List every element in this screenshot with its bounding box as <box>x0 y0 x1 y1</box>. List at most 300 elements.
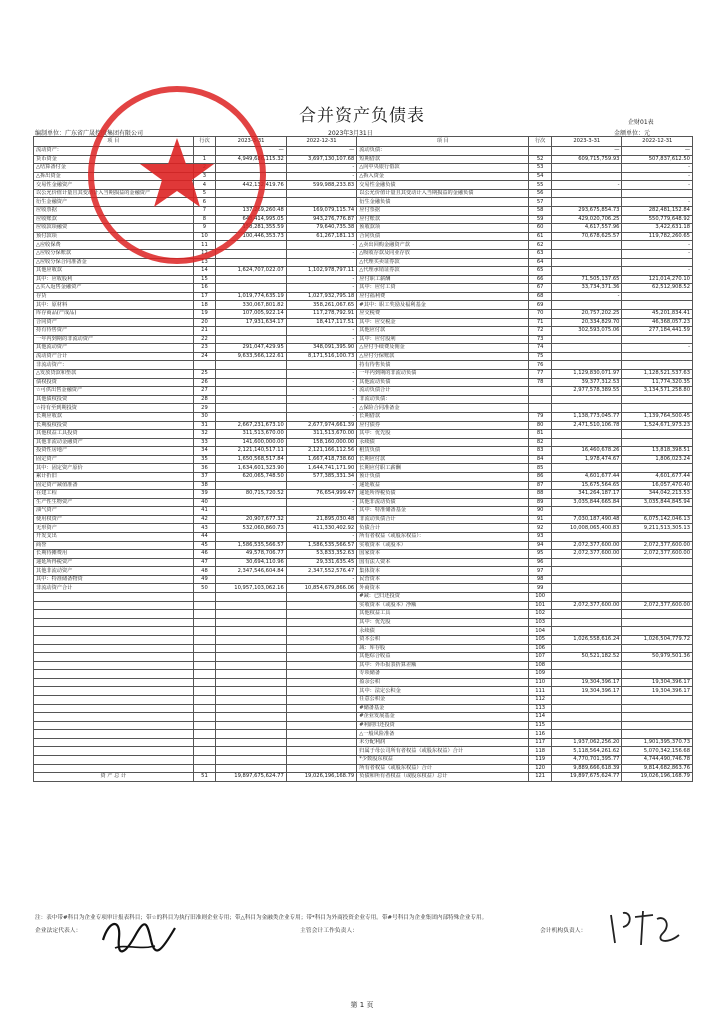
item-label: 应付债券 <box>357 421 529 430</box>
item-label: 开发支出 <box>34 533 194 542</box>
item-label: 应付账款 <box>357 215 529 224</box>
value-current: 330,067,801.82 <box>216 301 286 310</box>
asset-total-line: 51 <box>193 773 216 782</box>
value-current <box>552 464 622 473</box>
value-prior: 1,139,764,500.45 <box>622 412 693 421</box>
line-number: 73 <box>529 335 552 344</box>
value-prior: 4,744,490,746.78 <box>622 756 693 765</box>
value-current: 30,694,110.96 <box>216 558 286 567</box>
value-current: 2,347,546,604.84 <box>216 567 286 576</box>
table-row <box>34 318 693 327</box>
table-row <box>34 618 693 627</box>
item-label <box>34 704 194 713</box>
value-prior: 2,677,974,661.39 <box>286 421 356 430</box>
table-row <box>34 498 693 507</box>
table-row <box>34 687 693 696</box>
table-row <box>34 481 693 490</box>
table-row <box>34 447 693 456</box>
value-prior: 1,586,535,566.57 <box>286 541 356 550</box>
value-prior: 16,057,470.40 <box>622 481 693 490</box>
value-prior: 1,901,395,370.73 <box>622 738 693 747</box>
item-label: 衍生金融负债 <box>357 198 529 207</box>
table-row <box>34 610 693 619</box>
item-label: 长期借款 <box>357 412 529 421</box>
value-prior <box>622 438 693 447</box>
value-current: 4,770,701,395.77 <box>552 756 622 765</box>
item-label: 资本公积 <box>357 635 529 644</box>
value-prior: 1,027,932,795.18 <box>286 292 356 301</box>
value-prior <box>286 678 356 687</box>
line-number: 3 <box>193 172 216 181</box>
table-row <box>34 490 693 499</box>
value-current <box>216 335 286 344</box>
value-prior <box>286 661 356 670</box>
item-label <box>34 644 194 653</box>
line-number: 103 <box>529 618 552 627</box>
value-current <box>216 601 286 610</box>
column-header: 行次 <box>529 137 552 147</box>
value-current <box>552 301 622 310</box>
item-label: 归属于母公司所有者权益（或股东权益）合计 <box>357 747 529 756</box>
item-label: 其中：固定资产原价 <box>34 464 194 473</box>
value-current <box>552 584 622 593</box>
item-label: 其他权益工具投资 <box>34 430 194 439</box>
value-current: 302,593,075.06 <box>552 327 622 336</box>
item-label: 任意公积金 <box>357 696 529 705</box>
value-prior: 50,979,501.36 <box>622 653 693 662</box>
line-number: 107 <box>529 653 552 662</box>
line-number: 55 <box>529 181 552 190</box>
line-number: 14 <box>193 267 216 276</box>
line-number <box>529 404 552 413</box>
value-current <box>552 395 622 404</box>
value-current <box>216 404 286 413</box>
line-number: 41 <box>193 507 216 516</box>
line-number: 97 <box>529 567 552 576</box>
item-label: 其中：应收股利 <box>34 275 194 284</box>
line-number <box>193 730 216 739</box>
item-label: 预收款项 <box>357 224 529 233</box>
table-row <box>34 653 693 662</box>
item-label: △向中央银行借款 <box>357 164 529 173</box>
footnote: 注：表中带#科目为企业专项审计报表科目；带☆的科目为执行旧准则企业专用；带△科目为金融类企业专用；带*科目为外商投资企业专用。带#号科目为企业集团内部特殊企业专用。 <box>35 915 488 921</box>
item-label: 递延所得税资产 <box>34 558 194 567</box>
value-current <box>216 618 286 627</box>
line-number: 18 <box>193 301 216 310</box>
line-number: 32 <box>193 430 216 439</box>
line-number <box>193 601 216 610</box>
value-prior: - <box>622 172 693 181</box>
value-prior: 943,276,776.87 <box>286 215 356 224</box>
value-current <box>552 696 622 705</box>
line-number: 59 <box>529 215 552 224</box>
line-number <box>193 696 216 705</box>
line-number: 75 <box>529 352 552 361</box>
value-current: 50,521,182.52 <box>552 653 622 662</box>
value-current: 532,060,860.73 <box>216 524 286 533</box>
table-row <box>34 421 693 430</box>
value-prior: 18,417,117.51 <box>286 318 356 327</box>
value-current <box>216 507 286 516</box>
item-label: 预付款项 <box>34 232 194 241</box>
item-label: 其他流动负债 <box>357 378 529 387</box>
item-label: 长期应付职工薪酬 <box>357 464 529 473</box>
line-number: 62 <box>529 241 552 250</box>
value-current <box>216 713 286 722</box>
value-current <box>216 593 286 602</box>
value-prior <box>622 721 693 730</box>
item-label: 固定资产 <box>34 455 194 464</box>
line-number: 71 <box>529 318 552 327</box>
table-row <box>34 464 693 473</box>
value-prior <box>622 558 693 567</box>
line-number: 115 <box>529 721 552 730</box>
value-prior: - <box>286 275 356 284</box>
item-label: 持有待售负债 <box>357 361 529 370</box>
item-label: 非流动负债： <box>357 395 529 404</box>
legal-rep-label: 企业法定代表人： <box>35 928 82 934</box>
table-row <box>34 661 693 670</box>
item-label: 负债和所有者权益（或股东权益）总计 <box>357 773 529 782</box>
value-prior: 158,160,000.00 <box>286 438 356 447</box>
value-prior: 45,201,834.41 <box>622 309 693 318</box>
value-prior <box>622 584 693 593</box>
item-label: △买入返售金融资产 <box>34 284 194 293</box>
item-label: 应付职工薪酬 <box>357 275 529 284</box>
line-number: 29 <box>193 404 216 413</box>
item-label: 生产性生物资产 <box>34 498 194 507</box>
value-current: 1,586,535,566.57 <box>216 541 286 550</box>
value-current: 341,264,187.17 <box>552 490 622 499</box>
value-current <box>216 387 286 396</box>
value-current: 1,650,568,517.84 <box>216 455 286 464</box>
line-number: 4 <box>193 181 216 190</box>
line-number: 69 <box>529 301 552 310</box>
table-row <box>34 678 693 687</box>
value-prior: 46,368,057.23 <box>622 318 693 327</box>
item-label <box>34 653 194 662</box>
line-number: 25 <box>193 370 216 379</box>
value-prior <box>622 627 693 636</box>
value-current <box>552 670 622 679</box>
column-header: 项 目 <box>357 137 529 147</box>
value-prior: 21,895,030.48 <box>286 515 356 524</box>
value-current: 20,757,202.25 <box>552 309 622 318</box>
item-label <box>34 764 194 773</box>
table-row <box>34 335 693 344</box>
line-number: 66 <box>529 275 552 284</box>
value-prior: 53,833,352.63 <box>286 550 356 559</box>
line-number <box>529 395 552 404</box>
form-number: 企财01表 <box>628 119 654 126</box>
item-label: 流动负债合计 <box>357 387 529 396</box>
item-label: 油气资产 <box>34 507 194 516</box>
value-prior <box>286 704 356 713</box>
value-current: 4,601,677.44 <box>552 472 622 481</box>
value-prior <box>622 644 693 653</box>
value-prior <box>622 670 693 679</box>
item-label: 非流动资产合计 <box>34 584 194 593</box>
item-label: 长期应付款 <box>357 455 529 464</box>
line-number: 37 <box>193 472 216 481</box>
value-prior <box>286 721 356 730</box>
value-prior: 1,524,671,973.23 <box>622 421 693 430</box>
value-prior: 507,837,612.50 <box>622 155 693 164</box>
table-row <box>34 730 693 739</box>
value-prior <box>286 635 356 644</box>
table-row <box>34 301 693 310</box>
item-label <box>34 756 194 765</box>
value-current <box>552 533 622 542</box>
value-current: 49,578,706.77 <box>216 550 286 559</box>
value-current: 158,281,355.59 <box>216 224 286 233</box>
value-current: 10,957,103,062.16 <box>216 584 286 593</box>
value-current: 39,377,312.53 <box>552 378 622 387</box>
value-prior: - <box>622 267 693 276</box>
value-current <box>552 730 622 739</box>
line-number <box>193 627 216 636</box>
line-number: 63 <box>529 249 552 258</box>
line-number: 118 <box>529 747 552 756</box>
line-number: 8 <box>193 215 216 224</box>
value-prior: 9,814,682,863.76 <box>622 764 693 773</box>
table-row <box>34 593 693 602</box>
line-number: 48 <box>193 567 216 576</box>
table-row <box>34 567 693 576</box>
line-number: 27 <box>193 387 216 396</box>
value-prior <box>286 730 356 739</box>
value-prior: 117,278,792.91 <box>286 309 356 318</box>
value-prior <box>286 258 356 267</box>
value-current <box>216 481 286 490</box>
item-label: 应收账款 <box>34 215 194 224</box>
value-prior: - <box>622 241 693 250</box>
value-prior <box>622 713 693 722</box>
value-prior: 1,667,418,738.60 <box>286 455 356 464</box>
value-prior: - <box>286 533 356 542</box>
value-current <box>216 635 286 644</box>
table-row <box>34 696 693 705</box>
value-current: 9,889,666,618.39 <box>552 764 622 773</box>
item-label <box>34 627 194 636</box>
table-row <box>34 635 693 644</box>
item-label: 应付票据 <box>357 207 529 216</box>
item-label <box>34 747 194 756</box>
value-prior <box>286 627 356 636</box>
value-current <box>552 404 622 413</box>
value-current: 7,030,187,490.48 <box>552 515 622 524</box>
line-number: 67 <box>529 284 552 293</box>
value-prior: 5,070,342,156.68 <box>622 747 693 756</box>
item-label: △保险合同准备金 <box>357 404 529 413</box>
line-number: 102 <box>529 610 552 619</box>
line-number: 119 <box>529 756 552 765</box>
item-label: 应交税费 <box>357 309 529 318</box>
value-current <box>552 258 622 267</box>
item-label: △应收分保合同准备金 <box>34 258 194 267</box>
item-label <box>34 678 194 687</box>
item-label: 所有者权益（或股东权益）： <box>357 533 529 542</box>
item-label: △拆出资金 <box>34 172 194 181</box>
accounting-dept-head-label: 会计机构负责人： <box>540 928 587 934</box>
line-number <box>193 687 216 696</box>
item-label: 其他非流动负债 <box>357 498 529 507</box>
value-prior: - <box>286 575 356 584</box>
line-number: 33 <box>193 438 216 447</box>
value-prior: 13,818,398.51 <box>622 447 693 456</box>
value-current <box>216 498 286 507</box>
table-row <box>34 670 693 679</box>
line-number: 40 <box>193 498 216 507</box>
line-number: 38 <box>193 481 216 490</box>
line-number: 88 <box>529 490 552 499</box>
value-prior: 599,988,233.83 <box>286 181 356 190</box>
item-label <box>34 618 194 627</box>
value-prior: 3,134,571,258.80 <box>622 387 693 396</box>
value-prior: — <box>622 147 693 156</box>
table-row <box>34 395 693 404</box>
line-number: 100 <box>529 593 552 602</box>
line-number: 95 <box>529 550 552 559</box>
value-prior <box>622 464 693 473</box>
table-row <box>34 764 693 773</box>
value-prior: - <box>622 198 693 207</box>
item-label: #企业发展基金 <box>357 713 529 722</box>
line-number: 13 <box>193 258 216 267</box>
table-row <box>34 430 693 439</box>
value-current: 15,675,564.65 <box>552 481 622 490</box>
item-label: #其中：职工奖励及福利基金 <box>357 301 529 310</box>
value-prior: 2,072,377,600.00 <box>622 601 693 610</box>
table-row <box>34 558 693 567</box>
line-number <box>529 147 552 156</box>
table-row <box>34 644 693 653</box>
value-prior: 8,171,516,100.73 <box>286 352 356 361</box>
value-prior: 4,601,677.44 <box>622 472 693 481</box>
item-label: 其他综合收益 <box>357 653 529 662</box>
table-row <box>34 472 693 481</box>
value-current: 2,072,377,600.00 <box>552 550 622 559</box>
value-prior: 282,481,152.84 <box>622 207 693 216</box>
item-label: 其他非流动金融资产 <box>34 438 194 447</box>
value-prior <box>622 661 693 670</box>
value-current: 70,678,625.57 <box>552 232 622 241</box>
value-prior: - <box>286 284 356 293</box>
line-number: 39 <box>193 490 216 499</box>
table-row <box>34 704 693 713</box>
item-label: 流动资产合计 <box>34 352 194 361</box>
table-row <box>34 515 693 524</box>
value-current: 19,897,675,624.77 <box>552 773 622 782</box>
line-number: 105 <box>529 635 552 644</box>
value-prior <box>286 738 356 747</box>
item-label: 一年内到期的非流动负债 <box>357 370 529 379</box>
table-row <box>34 550 693 559</box>
value-current <box>216 644 286 653</box>
value-current <box>552 438 622 447</box>
value-prior <box>286 687 356 696</box>
line-number: 64 <box>529 258 552 267</box>
value-prior: 9,211,513,305.13 <box>622 524 693 533</box>
value-prior: - <box>286 249 356 258</box>
asset-total-a: 19,897,675,624.77 <box>216 773 286 782</box>
value-prior: 62,512,908.52 <box>622 284 693 293</box>
accounting-head-label: 主管会计工作负责人： <box>300 928 358 934</box>
line-number: 24 <box>193 352 216 361</box>
table-row <box>34 601 693 610</box>
value-prior: 3,035,844,845.94 <box>622 498 693 507</box>
value-prior <box>286 593 356 602</box>
value-current: - <box>552 292 622 301</box>
line-number <box>193 721 216 730</box>
value-prior <box>286 653 356 662</box>
item-label: 无形资产 <box>34 524 194 533</box>
item-label: 未分配利润 <box>357 738 529 747</box>
value-prior: 3,697,130,107.68 <box>286 155 356 164</box>
item-label: 永续债 <box>357 627 529 636</box>
value-prior <box>622 395 693 404</box>
value-current: 1,138,773,045.77 <box>552 412 622 421</box>
item-label: 其他流动资产 <box>34 344 194 353</box>
value-prior <box>622 610 693 619</box>
value-current <box>216 327 286 336</box>
value-current <box>552 567 622 576</box>
currency-unit: 金额单位：元 <box>614 130 651 137</box>
value-current <box>552 618 622 627</box>
line-number: 52 <box>529 155 552 164</box>
item-label: 其他非流动资产 <box>34 567 194 576</box>
item-label <box>34 738 194 747</box>
line-number <box>193 610 216 619</box>
item-label <box>34 730 194 739</box>
item-label: 永续债 <box>357 438 529 447</box>
item-label: 其中：外币报表折算差额 <box>357 661 529 670</box>
line-number: 20 <box>193 318 216 327</box>
item-label <box>34 610 194 619</box>
value-prior: 1,644,741,171.90 <box>286 464 356 473</box>
value-current <box>216 627 286 636</box>
item-label <box>34 687 194 696</box>
line-number: 101 <box>529 601 552 610</box>
value-current: 429,020,706.25 <box>552 215 622 224</box>
table-row <box>34 309 693 318</box>
item-label: 其他应付款 <box>357 327 529 336</box>
line-number: 79 <box>529 412 552 421</box>
value-current <box>216 378 286 387</box>
line-number: 70 <box>529 309 552 318</box>
value-current <box>552 172 622 181</box>
value-current: 1,978,474.67 <box>552 455 622 464</box>
value-current <box>552 627 622 636</box>
item-label: 债权投资 <box>34 378 194 387</box>
value-prior <box>622 301 693 310</box>
line-number: 16 <box>193 284 216 293</box>
table-row <box>34 327 693 336</box>
value-prior: — <box>286 147 356 156</box>
line-number: 23 <box>193 344 216 353</box>
value-prior <box>622 189 693 198</box>
item-label: 专项储备 <box>357 670 529 679</box>
value-prior: 358,261,067.65 <box>286 301 356 310</box>
value-prior: - <box>286 335 356 344</box>
value-prior: - <box>286 404 356 413</box>
value-prior <box>286 713 356 722</box>
line-number: 34 <box>193 447 216 456</box>
line-number <box>193 704 216 713</box>
item-label: 递延收益 <box>357 481 529 490</box>
line-number: 31 <box>193 421 216 430</box>
value-current: 1,634,601,323.90 <box>216 464 286 473</box>
